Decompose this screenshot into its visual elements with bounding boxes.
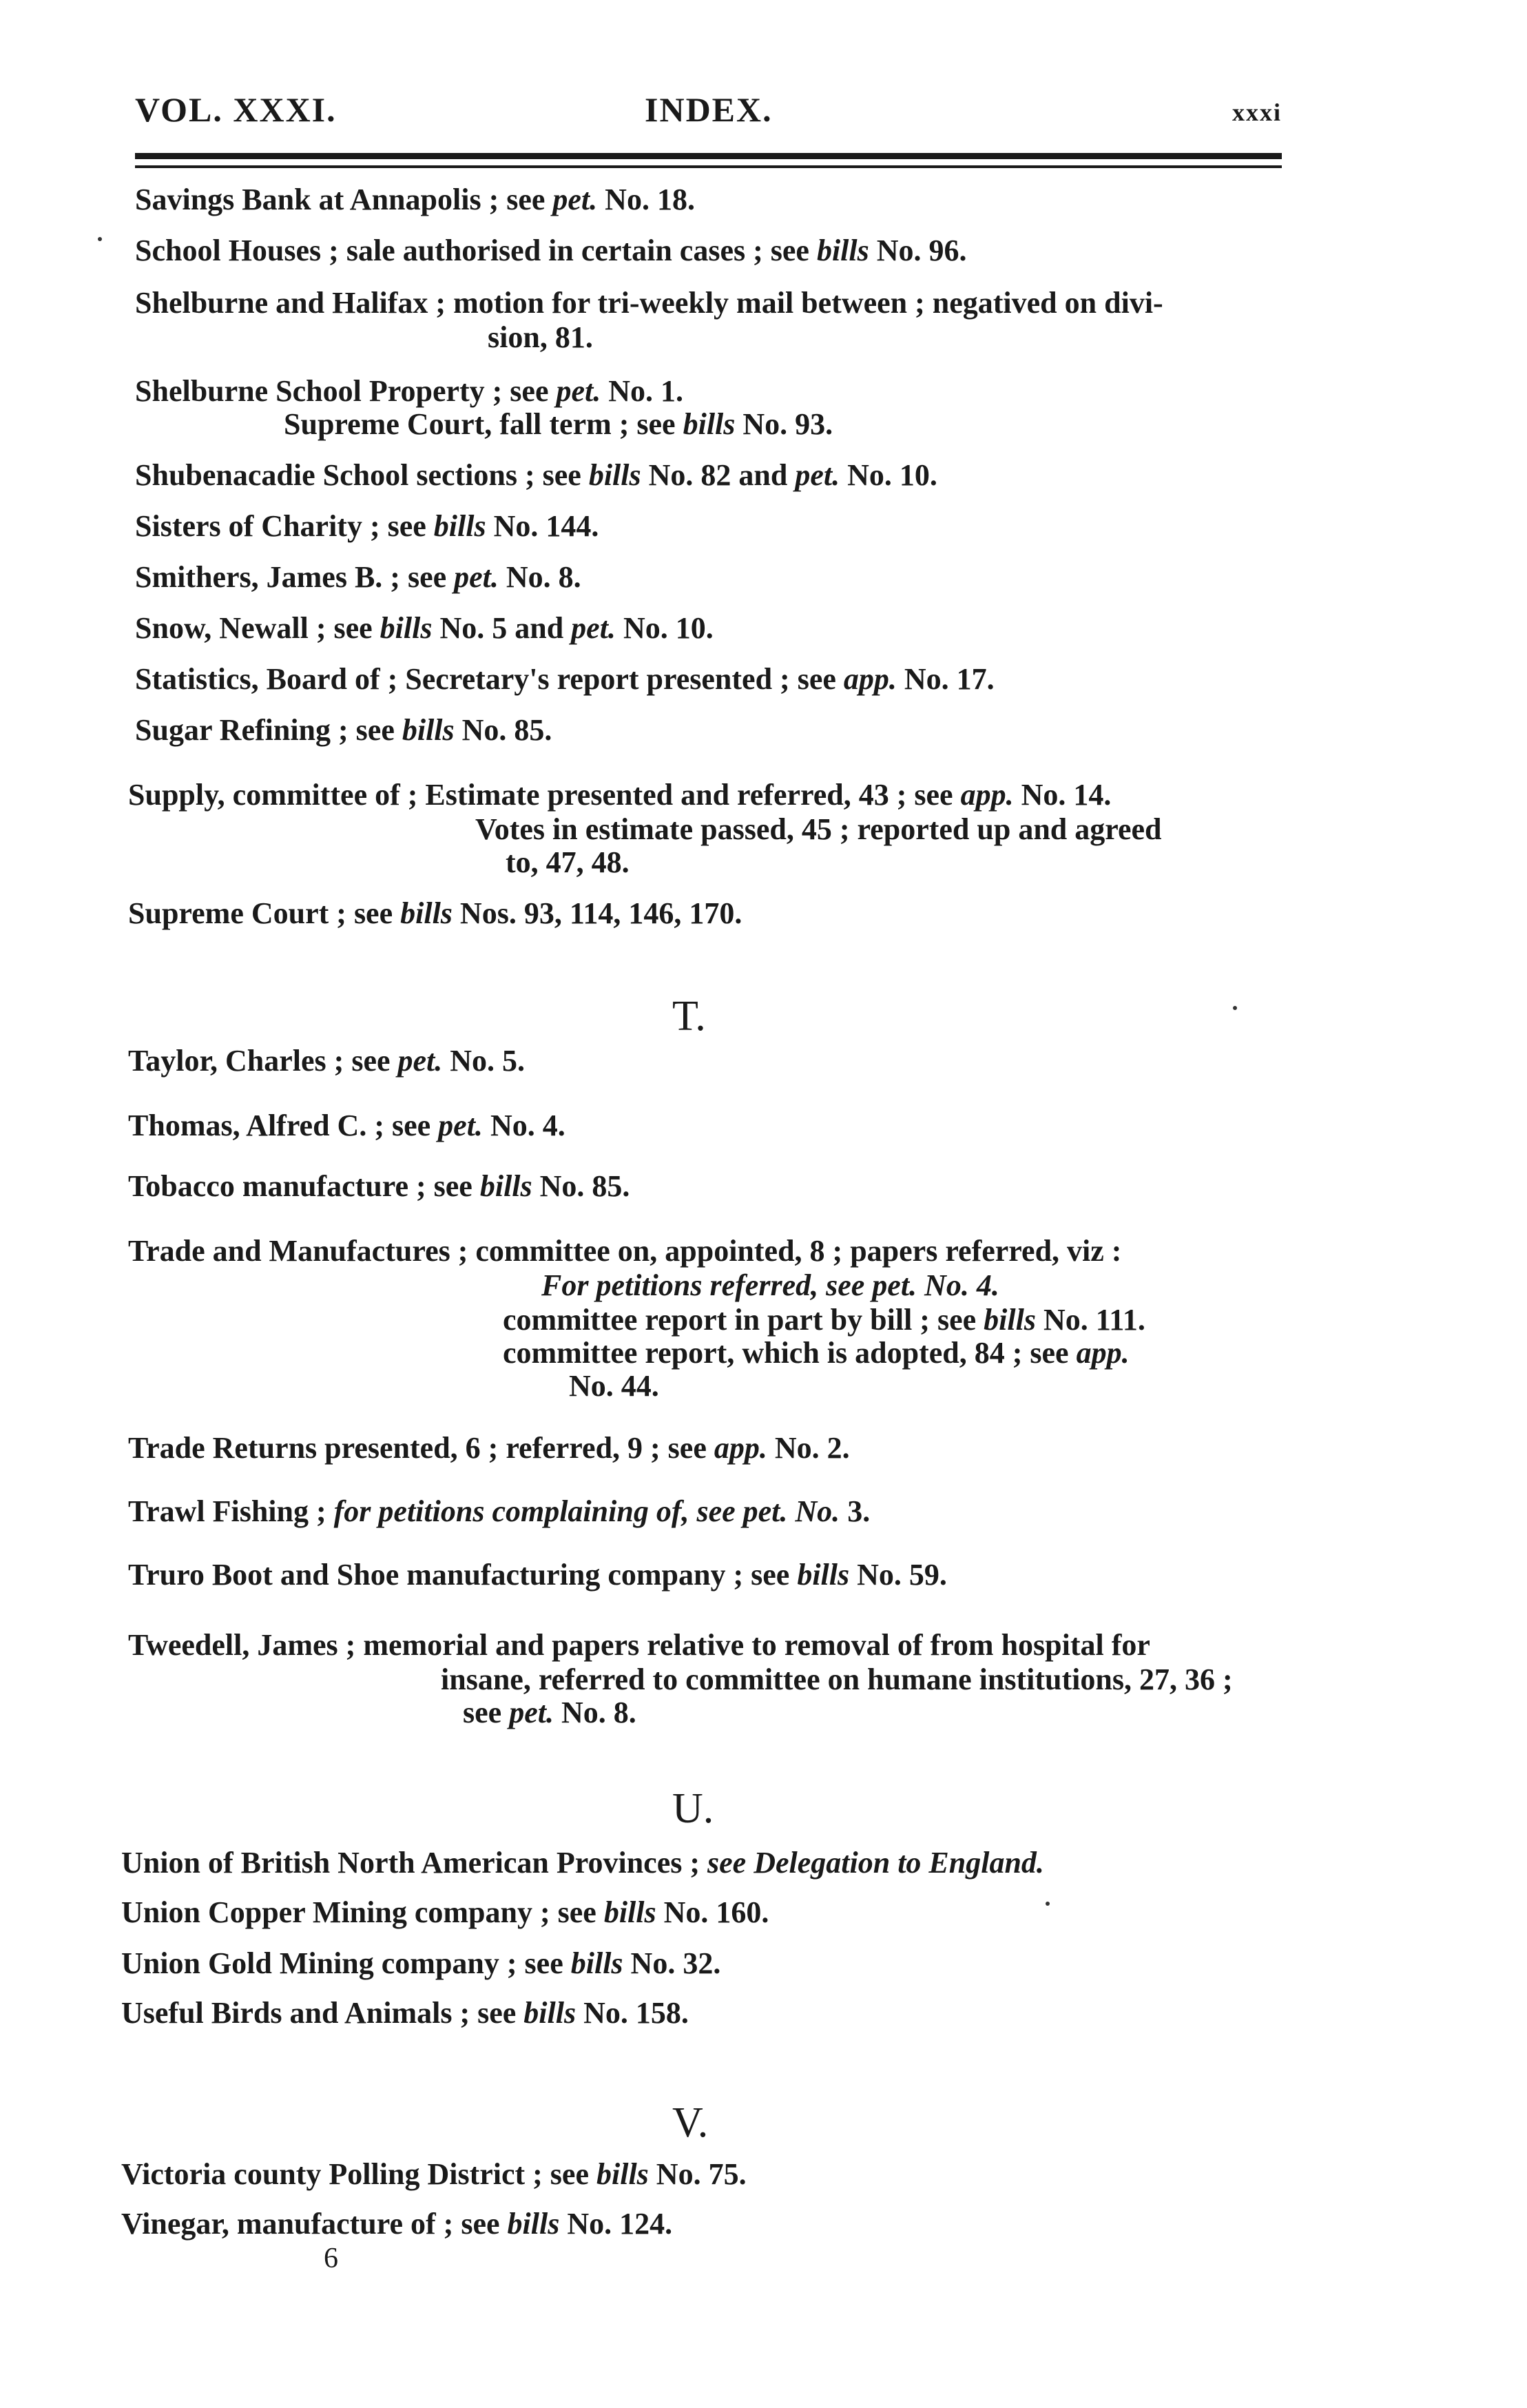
index-entry-union-copper: Union Copper Mining company ; see bills No. 160.: [121, 1895, 769, 1929]
index-entry-shubenacadie: Shubenacadie School sections ; see bills No. 82 and pet. No. 10.: [135, 458, 937, 492]
folio-signature: 6: [324, 2243, 338, 2274]
index-entry-tweedell: Tweedell, James ; memorial and papers relative to removal of from hospital for: [128, 1628, 1150, 1662]
index-subentry-trade-bill: committee report in part by bill ; see bills No. 111.: [503, 1303, 1145, 1337]
index-subentry-trade-petitions: For petitions referred, see pet. No. 4.: [541, 1268, 999, 1302]
index-entry-vinegar: Vinegar, manufacture of ; see bills No. 124.: [121, 2207, 673, 2241]
index-entry-school-houses: School Houses ; sale authorised in certain cases ; see bills No. 96.: [135, 234, 967, 267]
index-entry-sugar-refining: Sugar Refining ; see bills No. 85.: [135, 713, 552, 747]
header-rule-thick: [135, 153, 1282, 159]
section-letter-t: T.: [672, 993, 706, 1040]
ink-speck: [98, 237, 102, 241]
index-entry-trade-returns: Trade Returns presented, 6 ; referred, 9 ; see app. No. 2.: [128, 1431, 850, 1465]
volume-label: VOL. XXXI.: [135, 90, 337, 129]
index-subentry-trade-report: committee report, which is adopted, 84 ; see app.: [503, 1336, 1130, 1370]
index-subentry-supply-votes: Votes in estimate passed, 45 ; reported up and agreed: [475, 812, 1162, 846]
index-subentry-tweedell-cont2: see pet. No. 8.: [463, 1696, 636, 1729]
index-entry-taylor: Taylor, Charles ; see pet. No. 5.: [128, 1044, 526, 1078]
index-subentry-supply-votes-cont: to, 47, 48.: [506, 845, 630, 879]
index-subentry-trade-report-cont: No. 44.: [569, 1369, 659, 1403]
index-entry-supreme-court: Supreme Court ; see bills Nos. 93, 114, 146, 170.: [128, 896, 742, 930]
index-entry-thomas: Thomas, Alfred C. ; see pet. No. 4.: [128, 1109, 565, 1142]
index-entry-trawl-fishing: Trawl Fishing ; for petitions complaining of, see pet. No. 3.: [128, 1494, 871, 1528]
index-entry-victoria-county: Victoria county Polling District ; see bills No. 75.: [121, 2157, 747, 2191]
index-entry-shelburne-school: Shelburne School Property ; see pet. No. 1.: [135, 374, 684, 408]
index-entry-union-gold: Union Gold Mining company ; see bills No. 32.: [121, 1946, 721, 1980]
index-entry-savings-bank: Savings Bank at Annapolis ; see pet. No. 18.: [135, 183, 695, 216]
index-entry-supply: Supply, committee of ; Estimate presented and referred, 43 ; see app. No. 14.: [128, 778, 1112, 812]
header-rule-thin: [135, 165, 1282, 168]
index-subentry-tweedell-cont: insane, referred to committee on humane institutions, 27, 36 ;: [441, 1663, 1233, 1696]
index-subentry-supreme-court-fall: Supreme Court, fall term ; see bills No. 93.: [284, 407, 833, 441]
index-entry-statistics: Statistics, Board of ; Secretary's report presented ; see app. No. 17.: [135, 662, 995, 696]
page-number: xxxi: [1232, 99, 1282, 126]
index-entry-tobacco: Tobacco manufacture ; see bills No. 85.: [128, 1169, 630, 1203]
index-entry-useful-birds: Useful Birds and Animals ; see bills No. 158.: [121, 1996, 689, 2030]
section-letter-u: U.: [672, 1785, 714, 1832]
index-entry-shelburne-halifax-cont: sion, 81.: [488, 320, 593, 354]
index-entry-snow: Snow, Newall ; see bills No. 5 and pet. No. 10.: [135, 611, 714, 645]
index-entry-union-bna: Union of British North American Provinces ; see Delegation to England.: [121, 1846, 1044, 1880]
index-entry-truro-boot: Truro Boot and Shoe manufacturing company ; see bills No. 59.: [128, 1558, 947, 1592]
page-title: INDEX.: [645, 90, 773, 129]
ink-speck: [1233, 1006, 1237, 1010]
index-entry-trade-manufactures: Trade and Manufactures ; committee on, appointed, 8 ; papers referred, viz :: [128, 1234, 1122, 1268]
running-header: [135, 90, 1282, 145]
index-entry-sisters-of-charity: Sisters of Charity ; see bills No. 144.: [135, 509, 599, 543]
section-letter-v: V.: [672, 2099, 709, 2146]
index-entry-smithers: Smithers, James B. ; see pet. No. 8.: [135, 560, 581, 594]
ink-speck: [1046, 1902, 1050, 1906]
index-entry-shelburne-halifax: Shelburne and Halifax ; motion for tri-weekly mail between ; negatived on divi-: [135, 286, 1163, 320]
